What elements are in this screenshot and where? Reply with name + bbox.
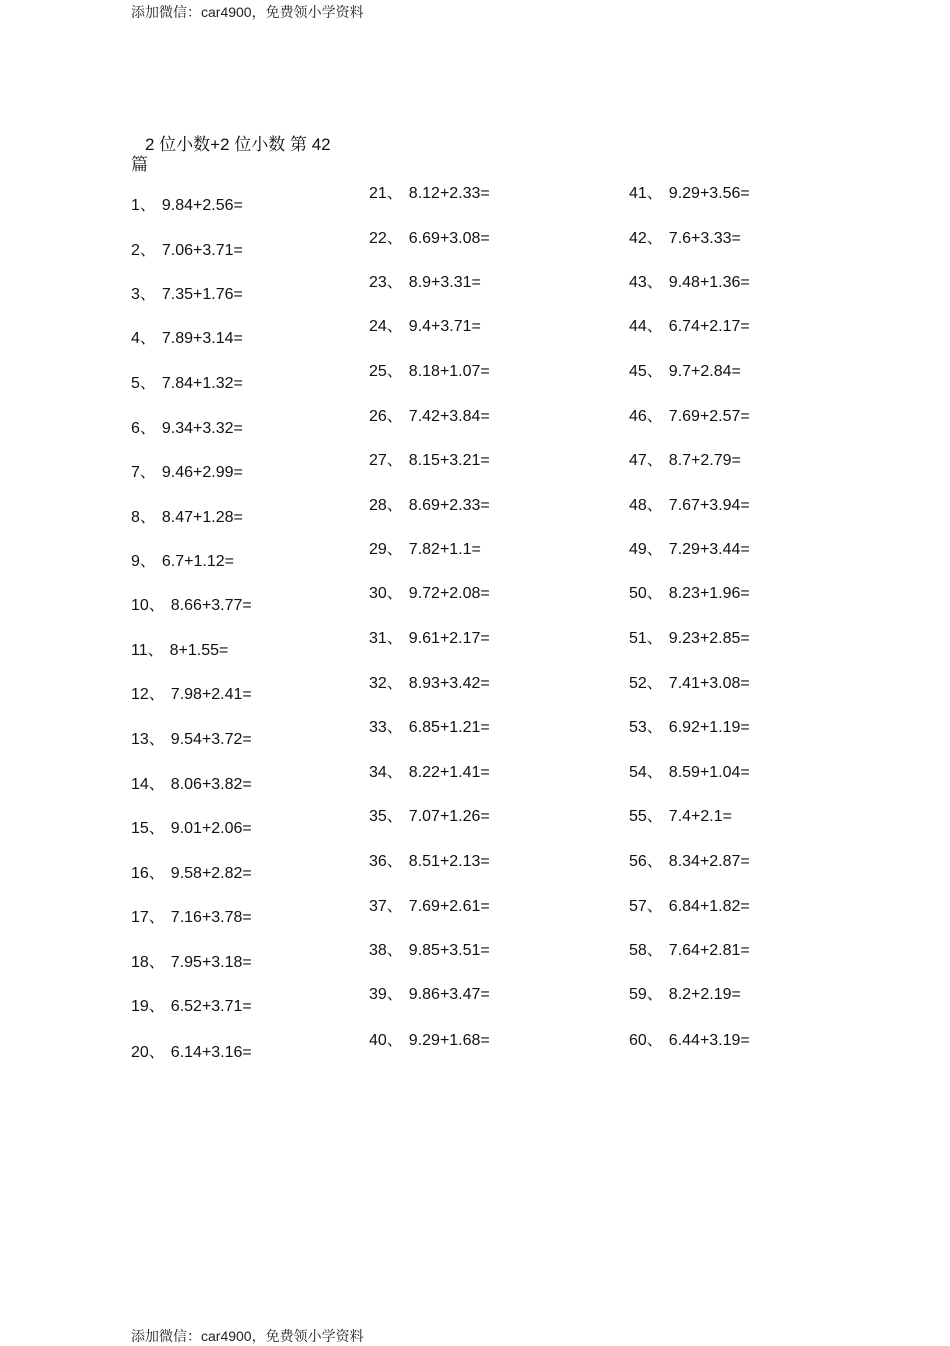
problem-item <box>131 996 252 1018</box>
problem-separator: 、 <box>139 286 156 303</box>
problem-item <box>629 1030 750 1052</box>
problem-number: 32 <box>369 675 387 692</box>
problem-separator: 、 <box>386 1032 403 1049</box>
problem-number: 3 <box>131 286 140 303</box>
problem-item <box>369 539 481 561</box>
problem-number: 49 <box>629 541 647 558</box>
problem-expression: 9.72+2.08= <box>408 585 490 602</box>
problem-number: 58 <box>629 942 647 959</box>
problem-item <box>131 952 252 974</box>
problem-separator: 、 <box>386 853 403 870</box>
problem-separator: 、 <box>148 909 165 926</box>
problem-separator: 、 <box>139 553 156 570</box>
problem-item <box>369 940 490 962</box>
problem-item <box>131 595 252 617</box>
problem-expression: 6.7+1.12= <box>161 553 234 570</box>
problem-number: 4 <box>131 330 140 347</box>
problem-separator: 、 <box>646 363 663 380</box>
problem-expression: 7.16+3.78= <box>170 909 252 926</box>
problem-number: 35 <box>369 808 387 825</box>
problem-number: 54 <box>629 764 647 781</box>
problem-expression: 8.51+2.13= <box>408 853 490 870</box>
problem-expression: 7.4+2.1= <box>668 808 732 825</box>
problem-item <box>369 495 490 517</box>
problem-separator: 、 <box>147 642 164 659</box>
problem-expression: 9.86+3.47= <box>408 986 490 1003</box>
problem-expression: 9.84+2.56= <box>161 197 243 214</box>
problem-expression: 7.06+3.71= <box>161 242 243 259</box>
problem-item <box>131 328 243 350</box>
problem-separator: 、 <box>139 330 156 347</box>
watermark-top: 添加微信：car4900，免费领小学资料 <box>131 4 364 20</box>
problem-item <box>629 316 750 338</box>
problem-number: 17 <box>131 909 149 926</box>
problem-separator: 、 <box>139 420 156 437</box>
problem-expression: 7.89+3.14= <box>161 330 243 347</box>
problem-item <box>369 272 481 294</box>
problem-item <box>369 896 490 918</box>
problem-item <box>629 183 750 205</box>
problem-separator: 、 <box>148 686 165 703</box>
problem-item <box>629 762 750 784</box>
problem-separator: 、 <box>646 898 663 915</box>
problem-number: 53 <box>629 719 647 736</box>
problem-item <box>369 851 490 873</box>
problem-expression: 8.9+3.31= <box>408 274 481 291</box>
problem-item <box>369 450 490 472</box>
problem-item <box>131 818 252 840</box>
problem-expression: 8.47+1.28= <box>161 509 243 526</box>
problem-number: 43 <box>629 274 647 291</box>
problem-separator: 、 <box>148 865 165 882</box>
problem-number: 11 <box>131 642 148 659</box>
problem-number: 37 <box>369 898 387 915</box>
problem-number: 6 <box>131 420 140 437</box>
problem-number: 15 <box>131 820 149 837</box>
problem-item <box>369 673 490 695</box>
problem-item <box>131 774 252 796</box>
problem-expression: 7.67+3.94= <box>668 497 750 514</box>
problem-item <box>131 462 243 484</box>
problem-separator: 、 <box>139 464 156 481</box>
problem-item <box>629 272 750 294</box>
problem-item <box>369 806 490 828</box>
problem-item <box>131 729 252 751</box>
problem-expression: 8.18+1.07= <box>408 363 490 380</box>
problem-item <box>131 551 234 573</box>
problem-expression: 9.4+3.71= <box>408 318 481 335</box>
problem-number: 27 <box>369 452 387 469</box>
problem-expression: 7.6+3.33= <box>668 230 741 247</box>
problem-expression: 6.44+3.19= <box>668 1032 750 1049</box>
problem-number: 59 <box>629 986 647 1003</box>
problem-number: 46 <box>629 408 647 425</box>
problem-number: 22 <box>369 230 387 247</box>
problem-number: 21 <box>369 185 387 202</box>
problem-expression: 9.54+3.72= <box>170 731 252 748</box>
problem-separator: 、 <box>386 230 403 247</box>
problem-item <box>131 507 243 529</box>
problem-item <box>131 284 243 306</box>
problem-separator: 、 <box>646 452 663 469</box>
problem-number: 38 <box>369 942 387 959</box>
problem-number: 18 <box>131 954 149 971</box>
problem-separator: 、 <box>646 630 663 647</box>
problem-number: 16 <box>131 865 149 882</box>
problem-expression: 7.41+3.08= <box>668 675 750 692</box>
problem-expression: 7.35+1.76= <box>161 286 243 303</box>
problem-item <box>131 1042 252 1064</box>
problem-item <box>369 406 490 428</box>
problem-separator: 、 <box>386 452 403 469</box>
problem-item <box>131 195 243 217</box>
problem-item <box>369 361 490 383</box>
problem-item <box>131 373 243 395</box>
problem-separator: 、 <box>386 942 403 959</box>
problem-separator: 、 <box>386 318 403 335</box>
problem-expression: 8.12+2.33= <box>408 185 490 202</box>
problem-item <box>629 806 732 828</box>
problem-item <box>369 628 490 650</box>
problem-separator: 、 <box>646 185 663 202</box>
problem-separator: 、 <box>386 764 403 781</box>
problem-item <box>369 228 490 250</box>
problem-number: 28 <box>369 497 387 514</box>
problem-expression: 6.74+2.17= <box>668 318 750 335</box>
problem-separator: 、 <box>646 986 663 1003</box>
problem-expression: 6.84+1.82= <box>668 898 750 915</box>
problem-number: 19 <box>131 998 149 1015</box>
problem-item <box>131 418 243 440</box>
problem-number: 29 <box>369 541 387 558</box>
problem-number: 41 <box>629 185 647 202</box>
problem-number: 36 <box>369 853 387 870</box>
problem-number: 34 <box>369 764 387 781</box>
problem-number: 12 <box>131 686 149 703</box>
problem-number: 52 <box>629 675 647 692</box>
problem-item <box>131 684 252 706</box>
problem-number: 56 <box>629 853 647 870</box>
problem-expression: 9.7+2.84= <box>668 363 741 380</box>
problem-item <box>131 640 228 662</box>
problem-expression: 7.29+3.44= <box>668 541 750 558</box>
problem-separator: 、 <box>148 998 165 1015</box>
problem-expression: 8+1.55= <box>169 642 229 659</box>
problem-number: 25 <box>369 363 387 380</box>
problem-separator: 、 <box>646 541 663 558</box>
problem-number: 13 <box>131 731 149 748</box>
problem-number: 42 <box>629 230 647 247</box>
problem-expression: 8.15+3.21= <box>408 452 490 469</box>
problem-item <box>369 316 481 338</box>
problem-number: 10 <box>131 597 149 614</box>
problem-separator: 、 <box>646 853 663 870</box>
problem-expression: 9.23+2.85= <box>668 630 750 647</box>
problem-separator: 、 <box>386 986 403 1003</box>
problem-item <box>629 940 750 962</box>
problem-separator: 、 <box>646 942 663 959</box>
problem-separator: 、 <box>646 497 663 514</box>
problem-number: 40 <box>369 1032 387 1049</box>
problem-expression: 9.29+1.68= <box>408 1032 490 1049</box>
problem-number: 45 <box>629 363 647 380</box>
problem-number: 55 <box>629 808 647 825</box>
problem-expression: 7.69+2.57= <box>668 408 750 425</box>
problem-separator: 、 <box>386 274 403 291</box>
problem-item <box>629 406 750 428</box>
problem-number: 7 <box>131 464 140 481</box>
problem-separator: 、 <box>148 954 165 971</box>
problem-number: 1 <box>131 197 140 214</box>
problem-separator: 、 <box>386 898 403 915</box>
problem-expression: 9.01+2.06= <box>170 820 252 837</box>
problem-item <box>369 762 490 784</box>
problem-separator: 、 <box>646 1032 663 1049</box>
problem-separator: 、 <box>139 242 156 259</box>
problem-number: 50 <box>629 585 647 602</box>
problem-separator: 、 <box>646 808 663 825</box>
problem-item <box>131 863 252 885</box>
problem-separator: 、 <box>386 541 403 558</box>
problem-number: 57 <box>629 898 647 915</box>
problem-separator: 、 <box>386 630 403 647</box>
problem-separator: 、 <box>646 764 663 781</box>
problem-item <box>369 1030 490 1052</box>
problem-item <box>369 183 490 205</box>
worksheet-title-line1: 2 位小数+2 位小数 第 42 <box>145 135 331 154</box>
problem-separator: 、 <box>646 675 663 692</box>
problem-expression: 9.46+2.99= <box>161 464 243 481</box>
problem-item <box>629 896 750 918</box>
problem-expression: 8.2+2.19= <box>668 986 741 1003</box>
problem-separator: 、 <box>386 363 403 380</box>
problem-expression: 6.85+1.21= <box>408 719 490 736</box>
problem-item <box>629 851 750 873</box>
problem-separator: 、 <box>148 731 165 748</box>
problem-expression: 6.52+3.71= <box>170 998 252 1015</box>
problem-separator: 、 <box>139 197 156 214</box>
problem-item <box>629 628 750 650</box>
problem-separator: 、 <box>148 597 165 614</box>
problem-expression: 7.07+1.26= <box>408 808 490 825</box>
problem-number: 31 <box>369 630 387 647</box>
problem-number: 51 <box>629 630 647 647</box>
problem-expression: 7.42+3.84= <box>408 408 490 425</box>
problem-expression: 7.98+2.41= <box>170 686 252 703</box>
problem-expression: 7.64+2.81= <box>668 942 750 959</box>
problem-expression: 8.59+1.04= <box>668 764 750 781</box>
problem-expression: 6.14+3.16= <box>170 1044 252 1061</box>
problem-expression: 9.29+3.56= <box>668 185 750 202</box>
problem-separator: 、 <box>646 585 663 602</box>
problem-item <box>629 673 750 695</box>
problem-separator: 、 <box>148 776 165 793</box>
problem-expression: 7.95+3.18= <box>170 954 252 971</box>
problem-expression: 9.61+2.17= <box>408 630 490 647</box>
problem-expression: 7.82+1.1= <box>408 541 481 558</box>
problem-number: 2 <box>131 242 140 259</box>
problem-number: 33 <box>369 719 387 736</box>
worksheet-title <box>131 135 346 175</box>
problem-expression: 8.22+1.41= <box>408 764 490 781</box>
problem-number: 5 <box>131 375 140 392</box>
problem-number: 24 <box>369 318 387 335</box>
problem-separator: 、 <box>646 719 663 736</box>
problem-expression: 9.48+1.36= <box>668 274 750 291</box>
problem-number: 26 <box>369 408 387 425</box>
problem-expression: 8.23+1.96= <box>668 585 750 602</box>
problem-separator: 、 <box>386 585 403 602</box>
problem-item <box>369 583 490 605</box>
problem-item <box>629 228 741 250</box>
problem-number: 60 <box>629 1032 647 1049</box>
problem-expression: 8.93+3.42= <box>408 675 490 692</box>
problem-expression: 7.84+1.32= <box>161 375 243 392</box>
problem-separator: 、 <box>386 185 403 202</box>
problem-expression: 6.69+3.08= <box>408 230 490 247</box>
problem-separator: 、 <box>139 375 156 392</box>
problem-expression: 8.7+2.79= <box>668 452 741 469</box>
problem-separator: 、 <box>386 675 403 692</box>
problem-separator: 、 <box>386 408 403 425</box>
problem-number: 23 <box>369 274 387 291</box>
problem-expression: 7.69+2.61= <box>408 898 490 915</box>
problem-separator: 、 <box>148 820 165 837</box>
problem-item <box>629 495 750 517</box>
problem-item <box>629 539 750 561</box>
problem-separator: 、 <box>646 318 663 335</box>
problem-number: 48 <box>629 497 647 514</box>
problem-item <box>629 583 750 605</box>
problem-item <box>369 717 490 739</box>
problem-number: 44 <box>629 318 647 335</box>
problem-item <box>131 907 252 929</box>
problem-separator: 、 <box>646 408 663 425</box>
problem-number: 20 <box>131 1044 149 1061</box>
problem-number: 39 <box>369 986 387 1003</box>
problem-expression: 9.85+3.51= <box>408 942 490 959</box>
problem-number: 47 <box>629 452 647 469</box>
problem-number: 30 <box>369 585 387 602</box>
problem-expression: 8.66+3.77= <box>170 597 252 614</box>
problem-expression: 8.69+2.33= <box>408 497 490 514</box>
problem-item <box>629 717 750 739</box>
problem-item <box>629 361 741 383</box>
problem-expression: 8.06+3.82= <box>170 776 252 793</box>
problem-item <box>629 984 741 1006</box>
problem-separator: 、 <box>646 274 663 291</box>
problem-item <box>629 450 741 472</box>
problem-separator: 、 <box>139 509 156 526</box>
worksheet-title-line2: 篇 <box>131 155 148 174</box>
problem-separator: 、 <box>386 808 403 825</box>
problem-expression: 8.34+2.87= <box>668 853 750 870</box>
problem-expression: 9.34+3.32= <box>161 420 243 437</box>
problem-number: 14 <box>131 776 149 793</box>
problem-separator: 、 <box>386 719 403 736</box>
problem-expression: 6.92+1.19= <box>668 719 750 736</box>
problem-number: 9 <box>131 553 140 570</box>
problem-separator: 、 <box>148 1044 165 1061</box>
watermark-bottom: 添加微信：car4900，免费领小学资料 <box>131 1328 364 1344</box>
problem-number: 8 <box>131 509 140 526</box>
problem-item <box>369 984 490 1006</box>
problem-item <box>131 240 243 262</box>
problem-expression: 9.58+2.82= <box>170 865 252 882</box>
problem-separator: 、 <box>386 497 403 514</box>
problem-separator: 、 <box>646 230 663 247</box>
